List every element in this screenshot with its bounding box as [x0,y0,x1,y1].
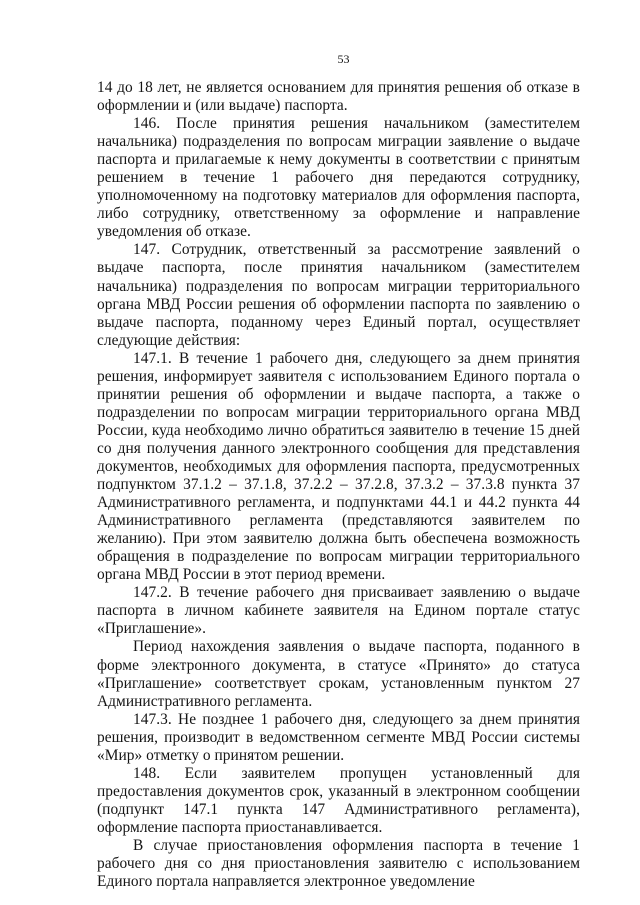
paragraph-147-3: 147.3. Не позднее 1 рабочего дня, следующего за днем принятия решения, производит в ведомственном сегменте МВД России системы «Мир» отметку о принятом решении. [97,710,580,764]
paragraph-147: 147. Сотрудник, ответственный за рассмотрение заявлений о выдаче паспорта, после принятия начальником (заместителем начальника) подразделения по вопросам миграции территориального органа МВД России решения об оформлении паспорта по заявлению о выдаче паспорта, поданному через Единый портал, осуществляет следующие действия: [97,241,580,349]
paragraph-period: Период нахождения заявления о выдаче паспорта, поданного в форме электронного документа, в статусе «Принято» до статуса «Приглашение» соответствует срокам, установленным пунктом 27 Административного регламента. [97,638,580,710]
paragraph-suspension: В случае приостановления оформления паспорта в течение 1 рабочего дня со дня приостановления заявителю с использованием Единого портала направляется электронное уведомление [97,836,580,891]
paragraph-146: 146. После принятия решения начальником (заместителем начальника) подразделения по вопросам миграции заявление о выдаче паспорта и прилагаемые к нему документы в соответствии с принятым решением в течение 1 рабочего дня передаются сотруднику, уполномоченному на подготовку материалов для оформления паспорта, либо сотруднику, ответственному за оформление и направление уведомления об отказе. [97,115,580,241]
paragraph-continuation: 14 до 18 лет, не является основанием для принятия решения об отказе в оформлении и (или выдаче) паспорта. [97,79,580,115]
paragraph-147-2: 147.2. В течение рабочего дня присваивает заявлению о выдаче паспорта в личном кабинете заявителя на Едином портале статус «Приглашение». [97,584,580,638]
paragraph-147-1: 147.1. В течение 1 рабочего дня, следующего за днем принятия решения, информирует заявителя с использованием Единого портала о принятии решения об оформлении и выдаче паспорта, а также о подразделении по вопросам миграции территориального органа МВД России, куда необходимо лично обратиться заявителю в течение 15 дней со дня получения данного электронного сообщения для представления документов, необходимых для оформления паспорта, предусмотренных подпунктом 37.1.2 – 37.1.8, 37.2.2 – 37.2.8, 37.3.2 – 37.3.8 пункта 37 Административного регламента, и подпунктами 44.1 и 44.2 пункта 44 Административного регламента (представляются заявителем по желанию). При этом заявителю должна быть обеспечена возможность обращения в подразделение по вопросам миграции территориального органа МВД России в этот период времени. [97,349,580,584]
paragraph-148: 148. Если заявителем пропущен установленный для предоставления документов срок, указанный в электронном сообщении (подпункт 147.1 пункта 147 Административного регламента), оформление паспорта приостанавливается. [97,764,580,836]
page-number: 53 [337,52,350,66]
